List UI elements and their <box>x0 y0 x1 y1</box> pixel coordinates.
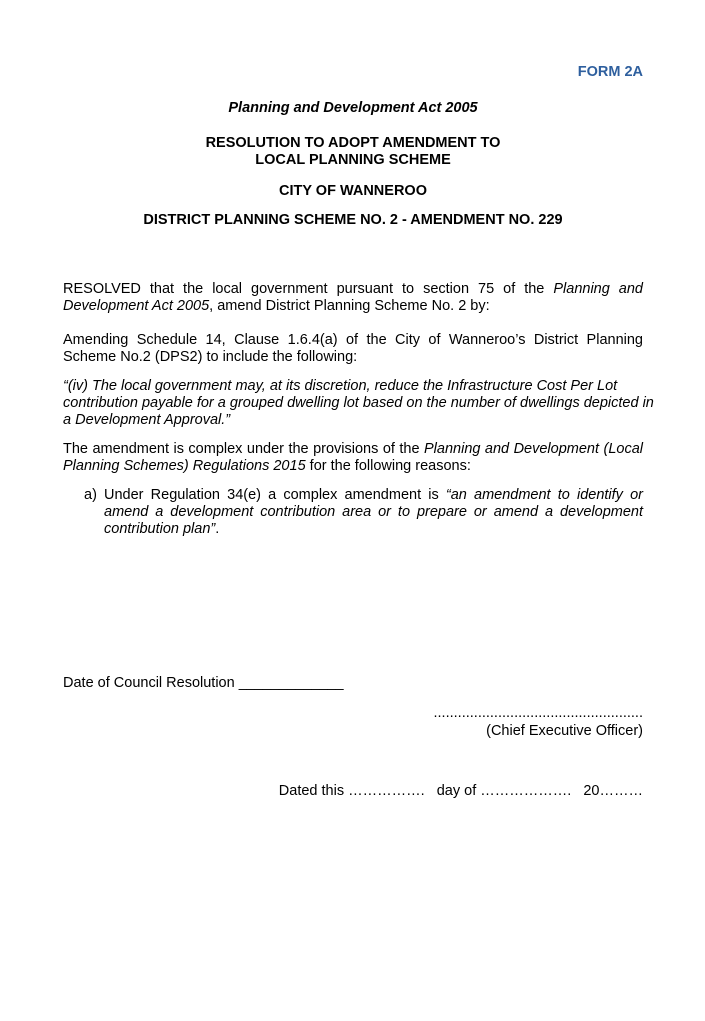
council-resolution-date-blank: _____________ <box>238 675 344 691</box>
resolution-title <box>63 135 643 169</box>
list-item-a <box>63 487 643 538</box>
scheme-amendment-title: DISTRICT PLANNING SCHEME NO. 2 - AMENDMENT NO. 229 <box>143 212 563 228</box>
paragraph-amending: Amending Schedule 14, Clause 1.6.4(a) of the City of Wanneroo’s District Planning Scheme No.2 (DPS2) to include the following: <box>63 332 643 365</box>
paragraph-complex-amendment <box>63 441 643 475</box>
list-item-a-text-2: . <box>215 521 220 537</box>
resolution-title-line1: RESOLUTION TO ADOPT AMENDMENT TO <box>205 135 501 151</box>
act-title: Planning and Development Act 2005 <box>228 100 478 116</box>
dated-this-line: Dated this ……………. day of ………………. 20……… <box>278 783 643 799</box>
paragraph-resolved <box>63 281 643 315</box>
paragraph-complex-text-2: for the following reasons: <box>305 458 471 474</box>
paragraph-resolved-text-2: , amend District Planning Scheme No. 2 by: <box>209 298 490 314</box>
signature-title: (Chief Executive Officer) <box>486 723 643 739</box>
quoted-clause-line2: contribution payable for a grouped dwelling lot based on the number of dwellings depicted in <box>63 395 654 411</box>
quoted-clause-line1: “(iv) The local government may, at its discretion, reduce the Infrastructure Cost Per Lot <box>63 378 618 394</box>
list-item-a-text <box>104 487 643 538</box>
paragraph-resolved-act-name: Planning and Development Act 2005 <box>63 281 643 314</box>
paragraph-complex-text-1: The amendment is complex under the provisions of the <box>63 441 425 457</box>
city-title: CITY OF WANNEROO <box>279 183 427 199</box>
list-item-a-text-1: Under Regulation 34(e) a complex amendment is <box>104 487 446 503</box>
paragraph-resolved-text-1: RESOLVED that the local government pursuant to section 75 of the <box>63 281 554 297</box>
resolution-title-line2: LOCAL PLANNING SCHEME <box>255 152 451 168</box>
council-resolution-date-line <box>63 675 643 692</box>
council-resolution-date-label: Date of Council Resolution <box>63 675 239 691</box>
paragraph-complex-regulations-name: Planning and Development (Local Planning Schemes) Regulations 2015 <box>63 441 643 474</box>
form-number-label: FORM 2A <box>577 64 643 80</box>
signature-line: .................................................... <box>433 705 643 721</box>
quoted-clause-line3: a Development Approval.” <box>63 412 231 428</box>
list-item-a-marker: a) <box>84 487 97 503</box>
list-item-a-quoted-definition: “an amendment to identify or amend a development contribution area or to prepare or amend a development contribution plan” <box>104 487 643 537</box>
quoted-clause <box>63 378 654 429</box>
